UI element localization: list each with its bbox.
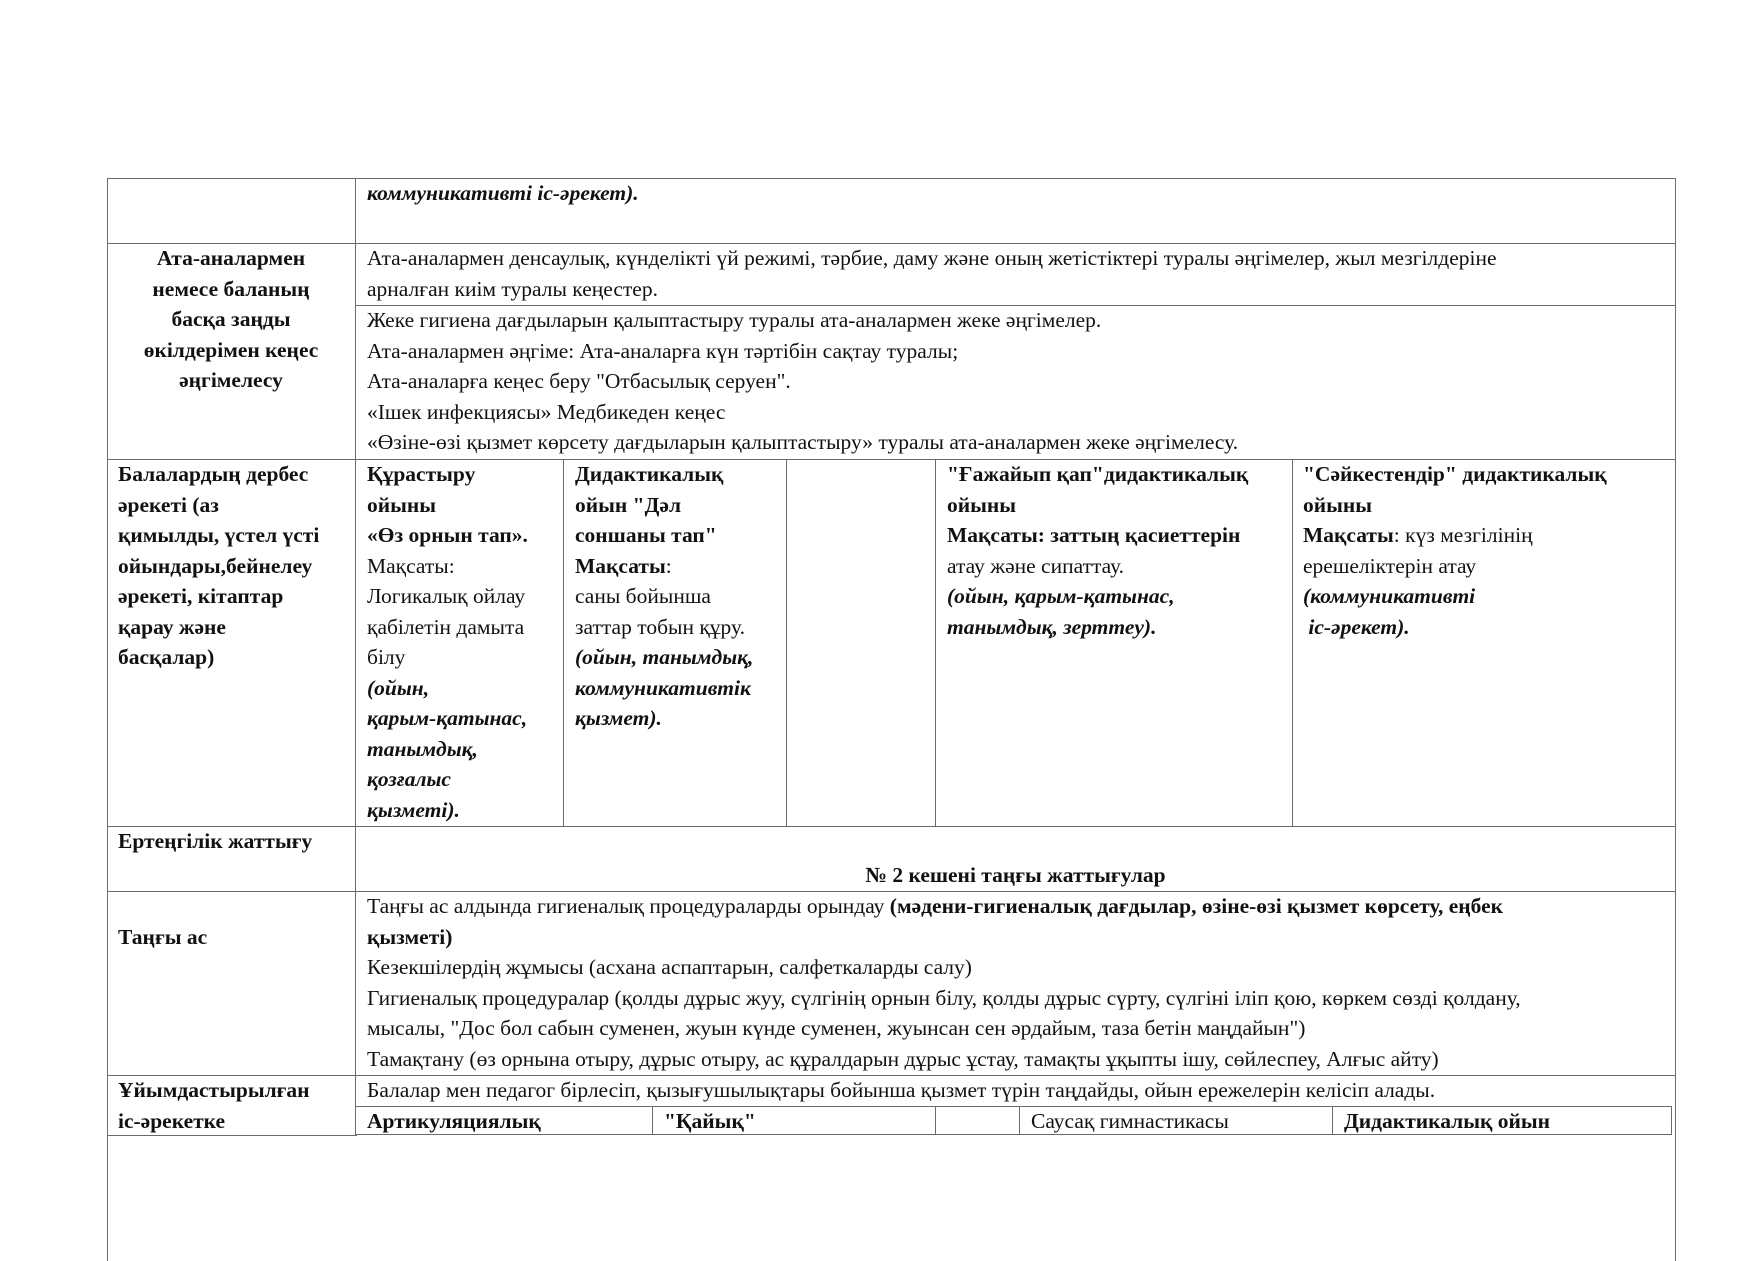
label-line: Балалардың дербес [118,462,309,486]
parents-general-text [367,243,1497,304]
independent-row-label [118,459,319,673]
activity-tags-line: (ойын, қарым-қатынас, [947,584,1175,608]
subtable-divider [652,1106,653,1135]
activity-tags-line: коммуникативтік [575,675,751,700]
goal-line: қабілетін дамыта [367,614,525,639]
text-line: Ата-аналарға кеңес беру "Отбасылық серуен". [367,369,791,393]
label-line: әрекеті (аз [118,492,219,517]
activity-tags-line: танымдық, зерттеу). [947,614,1157,639]
breakfast-procedure-text: Таңғы ас алдында гигиеналық процедураларды орындау [367,894,890,918]
monday-activity-cell [367,459,528,825]
goal-line: атау және сипаттау. [947,553,1125,578]
goal-label-line [1303,520,1607,551]
exercise-complex-title: № 2 кешені таңғы жаттығулар [865,863,1166,887]
goal-line: ерешеліктерін атау [1303,553,1477,578]
organized-cell-didactic-game: Дидактикалық ойын [1344,1109,1551,1133]
parents-label-line: әңгімелесу [179,368,283,392]
goal-line: саны бойынша [575,584,711,608]
goal-line: заттар тобын құру. [575,614,745,639]
organized-cell-boat: "Қайық" [664,1109,756,1133]
goal-colon: : [665,553,672,578]
text-line: Ата-аналармен әңгіме: Ата-аналарға күн тәртібін сақтау туралы; [367,338,959,363]
activity-title-line: Дидактикалық [575,462,724,486]
subtable-divider [935,1106,936,1135]
label-line: әрекеті, кітаптар [118,584,284,608]
text-line: «Ішек инфекциясы» Медбикеден кеңес [367,399,726,424]
goal-line: білу [367,645,406,669]
activity-tags-line: қызмет). [575,706,662,730]
text-line [367,891,1521,922]
activity-title-line: ойын "Дәл [575,492,682,517]
organized-intro-text: Балалар мен педагог бірлесіп, қызығушылықтары бойынша қызмет түрін таңдайды, ойын ережелерін келісіп алады. [367,1078,1436,1102]
goal-label: Мақсаты: [367,553,455,578]
parents-label-line: Ата-аналармен [156,246,306,270]
organized-cell-articulation: Артикуляциялық [367,1109,541,1133]
organized-row-label [118,1075,310,1136]
text-line: қызметі) [367,924,453,949]
breakfast-procedure-tags: (мәдени-гигиеналық дағдылар, өзіне-өзі қызмет көрсету, еңбек [889,894,1504,918]
subtable-divider [1332,1106,1333,1135]
activity-tags-line: қарым-қатынас, [367,706,528,730]
activity-tags-line: қызметі). [367,797,460,822]
subtable-divider [1019,1106,1020,1135]
goal-line: Логикалық ойлау [367,584,526,608]
text-line: Тамақтану (өз орнына отыру, дұрыс отыру, ас құралдарын дұрыс ұстау, тамақты ұқыпты ішу, сөйлеспеу, Алғыс айту) [367,1046,1439,1071]
breakfast-row-label: Таңғы ас [118,925,208,949]
day-column-divider [935,459,936,826]
activity-tags-line: (коммуникативті [1303,584,1476,608]
parents-label-line: басқа заңды [171,307,291,331]
label-line: қарау және [118,614,226,639]
activity-title-line: "Сәйкестендір" дидактикалық [1303,462,1607,486]
label-column-divider [355,178,356,1135]
goal-label: Мақсаты [575,553,666,578]
activity-title-line: "Ғажайып қап"дидактикалық [947,462,1249,486]
day-column-divider [786,459,787,826]
activity-tags-line: іс-әрекет). [1303,614,1410,639]
previous-row-tail-text: коммуникативті іс-әрекет). [367,181,639,205]
label-line: басқалар) [118,645,215,669]
goal-label-line [575,551,753,582]
exercise-row-label: Ертеңгілік жаттығу [118,829,313,853]
parents-label-line: өкілдерімен кеңес [143,337,319,362]
parents-label-line: немесе баланың [152,276,310,301]
label-line: Ұйымдастырылған [118,1078,310,1102]
text-line: Жеке гигиена дағдыларын қалыптастыру туралы ата-аналармен жеке әңгімелер. [367,308,1102,332]
activity-title-line: ойыны [947,492,1017,517]
label-line: іс-әрекетке [118,1108,226,1133]
text-line: «Өзіне-өзі қызмет көрсету дағдыларын қалыптастыру» туралы ата-аналармен жеке әңгімелесу. [367,430,1239,454]
breakfast-content [367,891,1521,1074]
goal-rest: : күз мезгілінің [1393,523,1533,547]
text-line: Гигиеналық процедуралар (қолды дұрыс жуу, сүлгінің орнын білу, қолды дұрыс сүрту, сүлгіні іліп қою, көркем сөзді қолдану, [367,985,1521,1010]
tuesday-activity-cell [575,459,753,734]
text-line: мысалы, "Дос бол сабын суменен, жуын күнде суменен, жуынсан сен әрдайым, таза бетін маңдайын") [367,1016,1306,1040]
row-divider [107,826,1676,827]
activity-tags-line: қозғалыс [367,767,451,791]
goal-label: Мақсаты: заттың қасиеттерін [947,523,1241,547]
label-line: ойындары,бейнелеу [118,553,313,578]
activity-title-line: «Өз орнын тап». [367,523,528,547]
parents-daily-text [367,305,1238,458]
thursday-activity-cell [947,459,1248,642]
parents-row-label [107,243,355,396]
activity-tags-line: танымдық, [367,736,478,761]
activity-title-line: соншаны тап" [575,523,717,547]
organized-cell-finger-gymnastics: Саусақ гимнастикасы [1031,1109,1229,1133]
activity-title-line: Құрастыру [367,462,476,486]
text-line: арналған киім туралы кеңестер. [367,276,658,301]
goal-label: Мақсаты [1303,523,1394,547]
activity-tags-line: (ойын, [367,675,430,700]
day-column-divider [1292,459,1293,826]
text-line: Кезекшілердің жұмысы (асхана аспаптарын, салфеткаларды салу) [367,955,972,979]
text-line: Ата-аналармен денсаулық, күнделікті үй режимі, тәрбие, даму және оның жетістіктері туралы әңгімелер, жыл мезгілдеріне [367,246,1497,270]
activity-tags-line: (ойын, танымдық, [575,645,754,669]
activity-title-line: ойыны [367,492,437,517]
label-line: қимылды, үстел үсті [118,523,320,547]
activity-title-line: ойыны [1303,492,1373,517]
day-column-divider [563,459,564,826]
friday-activity-cell [1303,459,1607,642]
